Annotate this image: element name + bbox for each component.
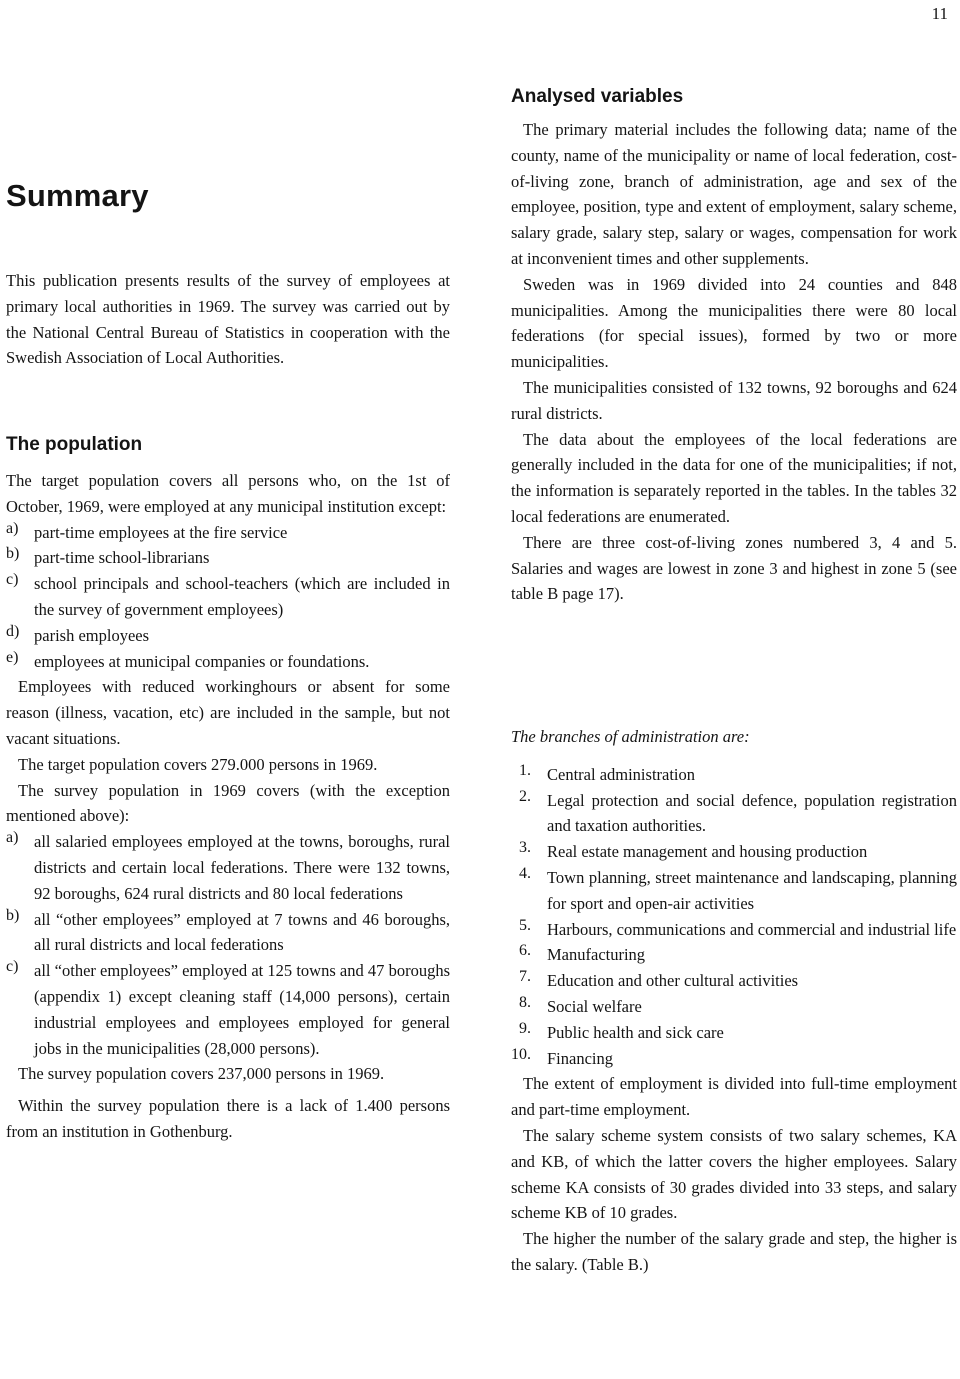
reduced-hours-paragraph: Employees with reduced workinghours or absent for some reason (illness, vacation, etc) are included in the sample, but not vacant situations.: [6, 677, 450, 748]
exception-text: part-time employees at the fire service: [34, 522, 288, 542]
list-marker: 4.: [519, 864, 531, 882]
variables-heading: Analysed variables: [511, 86, 684, 107]
branch-text: Financing: [547, 1048, 613, 1068]
branch-item: [511, 788, 957, 840]
municipalities-paragraph: The municipalities consisted of 132 towns, 92 boroughs and 624 rural districts.: [511, 377, 957, 423]
list-marker: a): [6, 519, 19, 537]
branches-heading: The branches of administration are:: [511, 727, 750, 746]
page-number: 11: [931, 4, 948, 23]
branch-item: [511, 942, 957, 968]
list-marker: 9.: [519, 1019, 531, 1037]
survey-total-paragraph: The survey population covers 237,000 persons in 1969.: [18, 1064, 385, 1084]
list-marker: 1.: [519, 761, 531, 779]
survey-item: [6, 958, 450, 1061]
branch-item: [511, 839, 957, 865]
target-population-paragraph: The target population covers all persons who, on the 1st of October, 1969, were employed at any municipal institution except:: [6, 471, 450, 516]
branch-text: Education and other cultural activities: [547, 971, 799, 991]
list-marker: d): [6, 622, 20, 640]
target-total-paragraph: The target population covers 279.000 persons in 1969.: [18, 754, 378, 774]
branch-item: [511, 865, 957, 917]
list-marker: 2.: [519, 787, 531, 805]
exception-text: parish employees: [34, 625, 150, 645]
branch-item: [511, 762, 957, 788]
list-marker: 8.: [519, 993, 531, 1011]
survey-item: [6, 829, 450, 906]
list-marker: b): [6, 906, 20, 924]
branch-text: Harbours, communications and commercial and industrial life: [547, 919, 957, 939]
sweden-divided-paragraph: Sweden was in 1969 divided into 24 counties and 848 municipalities. Among the municipalities there were 80 local federations (for special issues), formed by two or more municipalities.: [511, 274, 957, 372]
branch-item: [511, 1020, 957, 1046]
branch-text: Real estate management and housing production: [547, 842, 868, 862]
exception-item: [6, 623, 450, 649]
list-marker: 7.: [519, 968, 531, 986]
list-marker: 10.: [511, 1045, 531, 1063]
list-marker: e): [6, 648, 19, 666]
population-heading: The population: [6, 434, 143, 455]
branch-item: [511, 968, 957, 994]
survey-item: [6, 907, 450, 959]
variables-block: [511, 117, 957, 607]
higher-grade-paragraph: The higher the number of the salary grade and step, the higher is the salary. (Table B.): [511, 1229, 957, 1274]
population-block: [6, 468, 450, 1145]
branch-text: Manufacturing: [547, 945, 646, 965]
exception-text: part-time school-librarians: [34, 548, 210, 568]
cost-zones-paragraph: There are three cost-of-living zones numbered 3, 4 and 5. Salaries and wages are lowest in zone 3 and highest in zone 5 (see table B page 17).: [511, 532, 957, 604]
branch-text: Legal protection and social defence, population registration and taxation authorities.: [547, 790, 957, 836]
branch-item: [511, 1046, 957, 1072]
exception-text: school principals and school-teachers (which are included in the survey of government employees): [34, 574, 450, 619]
branch-text: Social welfare: [547, 996, 642, 1016]
branch-item: [511, 994, 957, 1020]
primary-material-paragraph: The primary material includes the following data; name of the county, name of the municipality or name of local federation, cost-of-living zone, branch of administration, age and sex of the employee, position, type and extent of employment, salary scheme, salary grade, salary step, salary or wages, compensation for work at inconvenient times and other supplements.: [511, 120, 957, 268]
list-marker: 5.: [519, 916, 531, 934]
list-marker: a): [6, 829, 19, 847]
lack-paragraph: Within the survey population there is a lack of 1.400 persons from an institution in Gothenburg.: [6, 1096, 450, 1141]
survey-item-text: all “other employees” employed at 125 towns and 47 boroughs (appendix 1) except cleaning staff (14,000 persons), certain industrial employees and employees employed for general jobs in the municipalities (28,000 persons).: [34, 961, 450, 1058]
exception-item: [6, 545, 450, 571]
branch-text: Central administration: [547, 764, 696, 784]
intro-block: [6, 268, 450, 371]
list-marker: c): [6, 571, 19, 589]
list-marker: 6.: [519, 942, 531, 960]
list-marker: 3.: [519, 839, 531, 857]
salary-scheme-paragraph: The salary scheme system consists of two salary schemes, KA and KB, of which the latter covers the higher employees. Salary scheme KA consists of 30 grades divided into 33 steps, and salary scheme KB of 10 grades.: [511, 1125, 957, 1223]
intro-paragraph: This publication presents results of the survey of employees at primary local authorities in 1969. The survey was carried out by the National Central Bureau of Statistics in cooperation with the Swedish Association of Local Authorities.: [6, 271, 450, 368]
exception-item: [6, 520, 450, 546]
branch-text: Town planning, street maintenance and landscaping, planning for sport and open-air activities: [547, 867, 957, 913]
list-marker: c): [6, 958, 19, 976]
list-marker: b): [6, 545, 20, 563]
survey-item-text: all “other employees” employed at 7 towns and 46 boroughs, all rural districts and local federations: [34, 909, 450, 955]
exception-item: [6, 649, 450, 675]
exception-item: [6, 571, 450, 623]
branch-text: Public health and sick care: [547, 1022, 724, 1042]
federation-data-paragraph: The data about the employees of the local federations are generally included in the data for one of the municipalities; if not, the information is separately reported in the tables. In the tables 32 local federations are enumerated.: [511, 429, 957, 526]
branch-item: [511, 917, 957, 943]
survey-population-paragraph: The survey population in 1969 covers (with the exception mentioned above):: [6, 780, 450, 826]
page-title: Summary: [6, 178, 149, 213]
extent-paragraph: The extent of employment is divided into full-time employment and part-time employment.: [511, 1074, 957, 1120]
exception-text: employees at municipal companies or foundations.: [34, 651, 370, 671]
branches-block: [511, 724, 957, 1278]
survey-item-text: all salaried employees employed at the towns, boroughs, rural districts and certain local federations. There were 132 towns, 92 boroughs, 624 rural districts and 80 local federations: [34, 832, 450, 903]
